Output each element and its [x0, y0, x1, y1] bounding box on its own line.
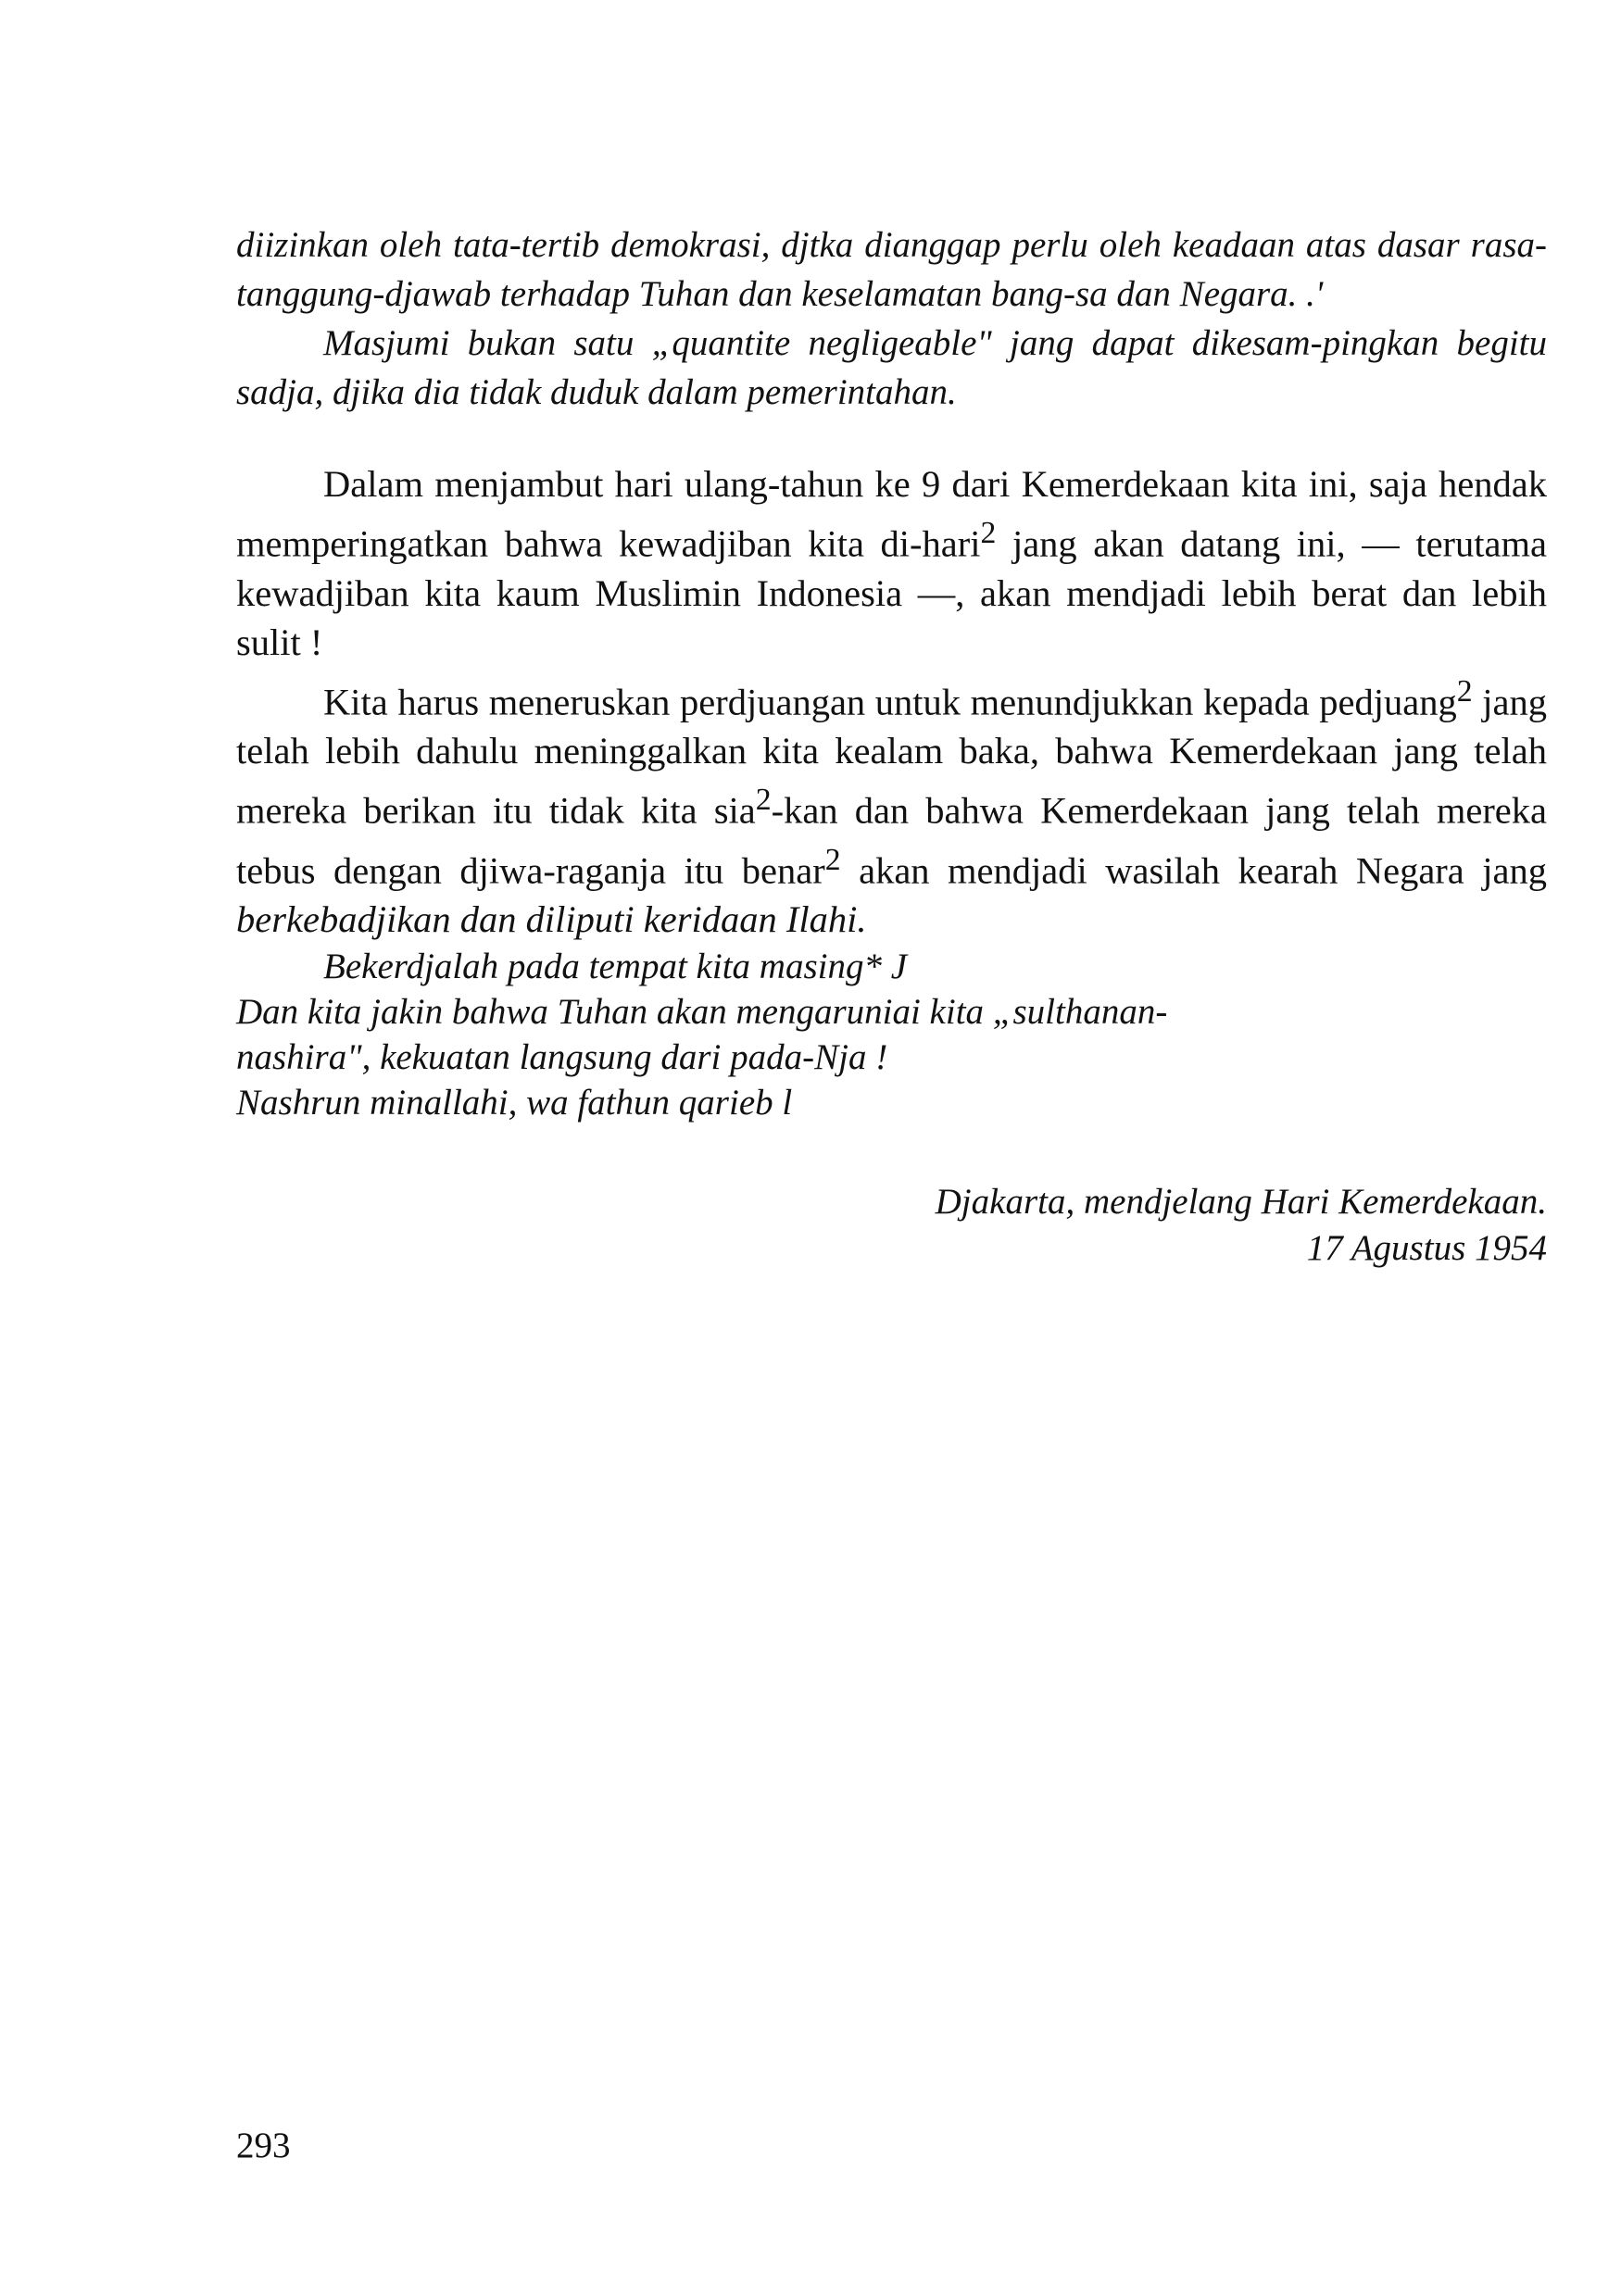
closing-line-4: Nashrun minallahi, wa fathun qarieb l: [236, 1083, 793, 1123]
body-paragraph-2-text-b: jang telah lebih dahulu meninggalkan kita kealam baka, bahwa Kemerdekaan jang telah mereka berikan itu tidak kita sia: [236, 681, 1547, 832]
page-content: [236, 220, 1547, 1272]
body-paragraph-2: [236, 667, 1547, 945]
superscript-marker: 2: [755, 783, 772, 817]
body-paragraph-1-text-a: Dalam menjambut hari ulang-tahun ke 9 dari Kemerdekaan kita ini, saja hendak memperingatkan bahwa kewadjiban kita di-hari: [236, 463, 1547, 565]
body-paragraph-2-text-a: Kita harus meneruskan perdjuangan untuk menundjukkan kepada pedjuang: [323, 681, 1457, 722]
body-paragraph-2-text-c: -kan dan bahwa Kemerdekaan jang telah mereka tebus dengan djiwa-raganja itu benar: [236, 789, 1548, 891]
quote-paragraph-1: diizinkan oleh tata-tertib demokrasi, djtka dianggap perlu oleh keadaan atas dasar rasa-tanggung-djawab terhadap Tuhan dan keselamatan bang-sa dan Negara. .': [236, 225, 1547, 314]
superscript-marker: 2: [824, 842, 841, 877]
body-paragraph-1: [236, 459, 1547, 667]
dateline-date: 17 Agustus 1954: [1306, 1228, 1547, 1268]
closing-line-1: Bekerdjalah pada tempat kita masing* J: [323, 947, 908, 986]
dateline-place: Djakarta, mendjelang Hari Kemerdekaan.: [935, 1182, 1547, 1222]
quote-paragraph-2: Masjumi bukan satu „quantite negligeable" jang dapat dikesam-pingkan begitu sadja, djika dia tidak duduk dalam pemerintahan.: [236, 323, 1547, 412]
body-paragraph-2-text-d: akan mendjadi wasilah kearah Negara jang: [840, 849, 1547, 891]
paragraph-gap: [236, 417, 1547, 459]
dateline: [236, 1179, 1547, 1272]
closing-line-3: nashira", kekuatan langsung dari pada-Nja !: [236, 1037, 888, 1077]
closing-line-2: Dan kita jakin bahwa Tuhan akan mengaruniai kita „sulthanan-: [236, 992, 1168, 1032]
body-paragraph-1-text-b: jang akan datang ini, — terutama kewadjiban kita kaum Muslimin Indonesia —, akan mendjadi lebih berat dan lebih sulit !: [236, 522, 1547, 663]
superscript-marker: 2: [980, 516, 997, 550]
page-number: 293: [236, 2126, 291, 2165]
body-paragraph-2-italic-ending: berkebadjikan dan diliputi keridaan Ilahi.: [236, 898, 867, 940]
superscript-marker: 2: [1456, 673, 1473, 709]
